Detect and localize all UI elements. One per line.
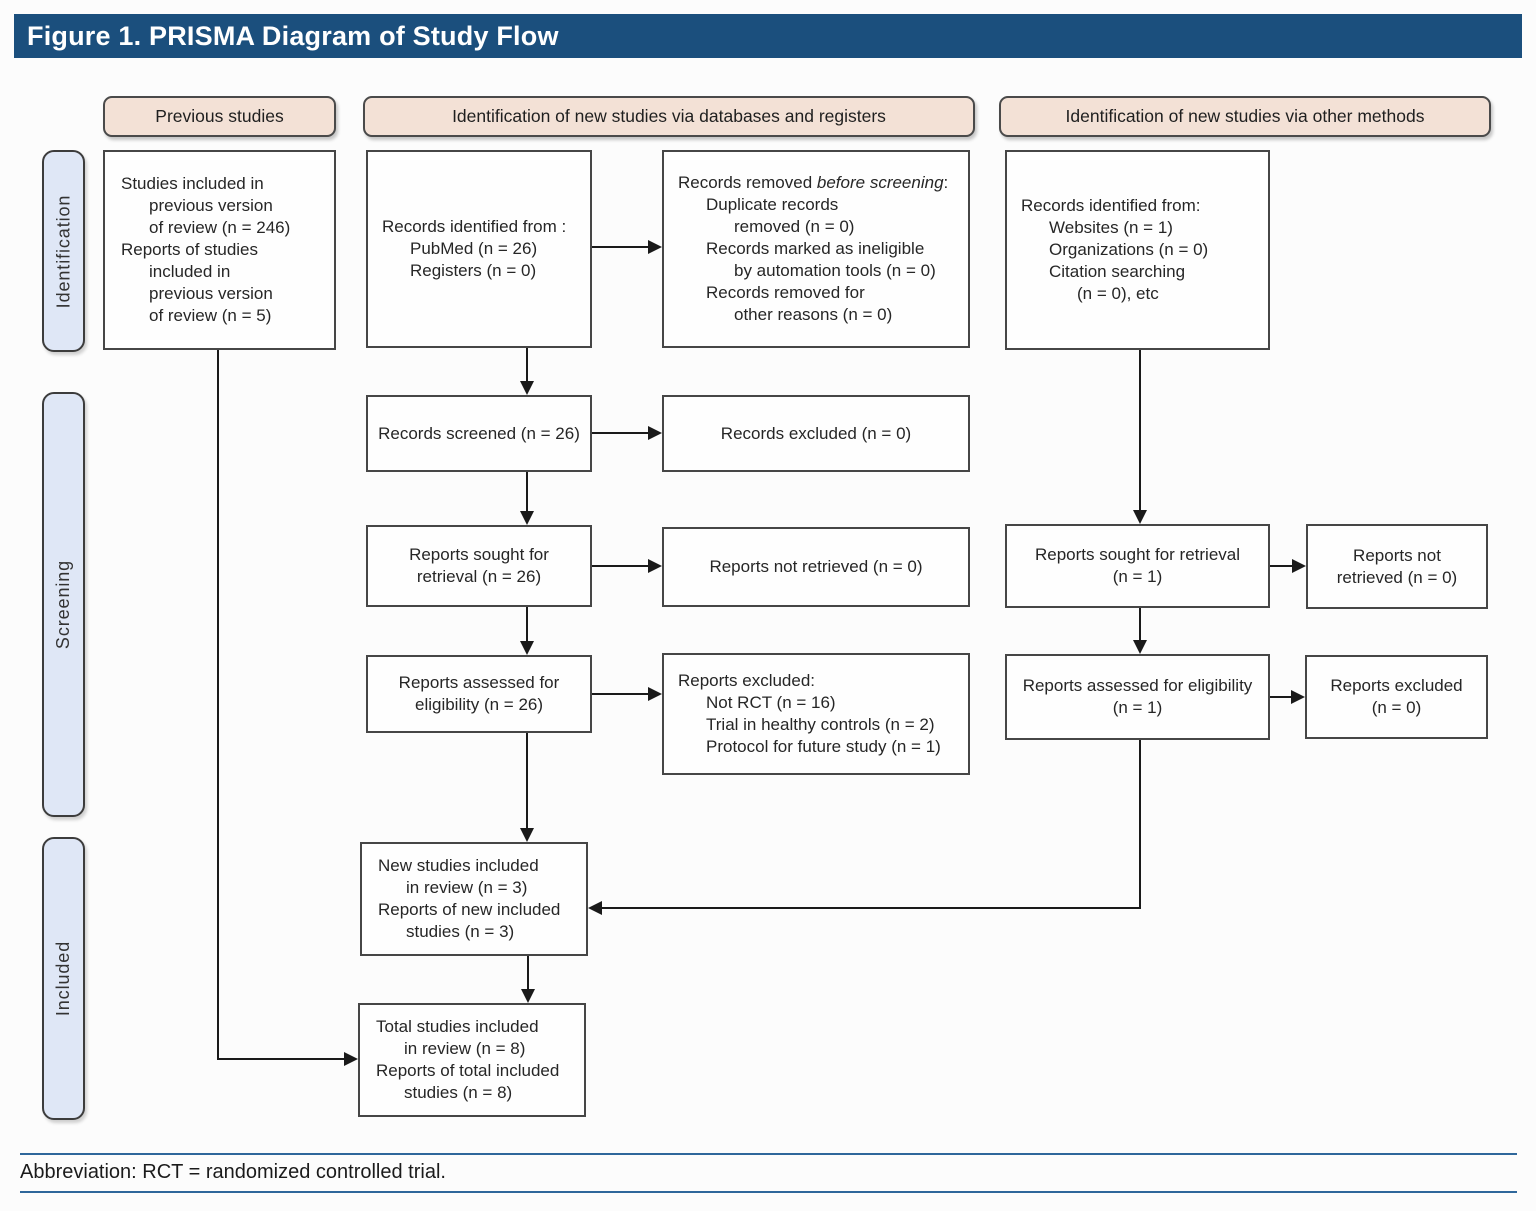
- flow-box-reports-excluded-databases: Reports excluded: Not RCT (n = 16) Trial in healthy controls (n = 2) Protocol for future study (n = 1): [662, 653, 970, 775]
- footnote-rule-top: [20, 1153, 1517, 1155]
- flow-box-reports-not-retrieved-other: Reports not retrieved (n = 0): [1306, 524, 1488, 609]
- flow-box-reports-sought-other: Reports sought for retrieval (n = 1): [1005, 524, 1270, 608]
- flow-box-new-studies-included: New studies included in review (n = 3) Reports of new included studies (n = 3): [360, 842, 588, 956]
- figure-title: Figure 1. PRISMA Diagram of Study Flow: [27, 20, 559, 51]
- stage-label-screening: [42, 392, 85, 817]
- flow-box-reports-assessed-other: Reports assessed for eligibility (n = 1): [1005, 654, 1270, 740]
- column-header-label: Previous studies: [155, 106, 284, 126]
- flow-box-records-identified-other: Records identified from: Websites (n = 1) Organizations (n = 0) Citation searching (n = 0), etc: [1005, 150, 1270, 350]
- flow-box-records-removed-before-screening: Records removed before screening: Duplicate records removed (n = 0) Records marked as ineligible by automation tools (n = 0) Records removed for other reasons (n = 0): [662, 150, 970, 348]
- flow-box-records-screened: Records screened (n = 26): [366, 395, 592, 472]
- abbreviation-note: Abbreviation: RCT = randomized controlled trial.: [20, 1161, 446, 1183]
- column-header-databases-registers: [363, 96, 975, 137]
- flow-box-reports-assessed-databases: Reports assessed for eligibility (n = 26): [366, 655, 592, 733]
- flow-box-total-studies-included: Total studies included in review (n = 8) Reports of total included studies (n = 8): [358, 1003, 586, 1117]
- stage-label-text: Identification: [53, 194, 74, 308]
- stage-label-identification: [42, 150, 85, 352]
- column-header-label: Identification of new studies via databases and registers: [452, 106, 886, 126]
- flow-box-reports-excluded-other: Reports excluded (n = 0): [1305, 655, 1488, 739]
- figure-title-bar: [14, 14, 1522, 58]
- stage-label-included: [42, 837, 85, 1120]
- column-header-other-methods: [999, 96, 1491, 137]
- flow-box-records-identified-databases: Records identified from : PubMed (n = 26) Registers (n = 0): [366, 150, 592, 348]
- flow-box-records-excluded: Records excluded (n = 0): [662, 395, 970, 472]
- flow-box-reports-sought-databases: Reports sought for retrieval (n = 26): [366, 525, 592, 607]
- column-header-label: Identification of new studies via other methods: [1065, 106, 1425, 126]
- flow-box-previous-studies: Studies included in previous version of review (n = 246) Reports of studies included in previous version of review (n = 5): [103, 150, 336, 350]
- stage-label-text: Included: [53, 940, 74, 1017]
- column-header-previous-studies: [103, 96, 336, 137]
- stage-label-text: Screening: [53, 559, 73, 650]
- flow-box-reports-not-retrieved-databases: Reports not retrieved (n = 0): [662, 527, 970, 607]
- footnote-rule-bottom: [20, 1191, 1517, 1193]
